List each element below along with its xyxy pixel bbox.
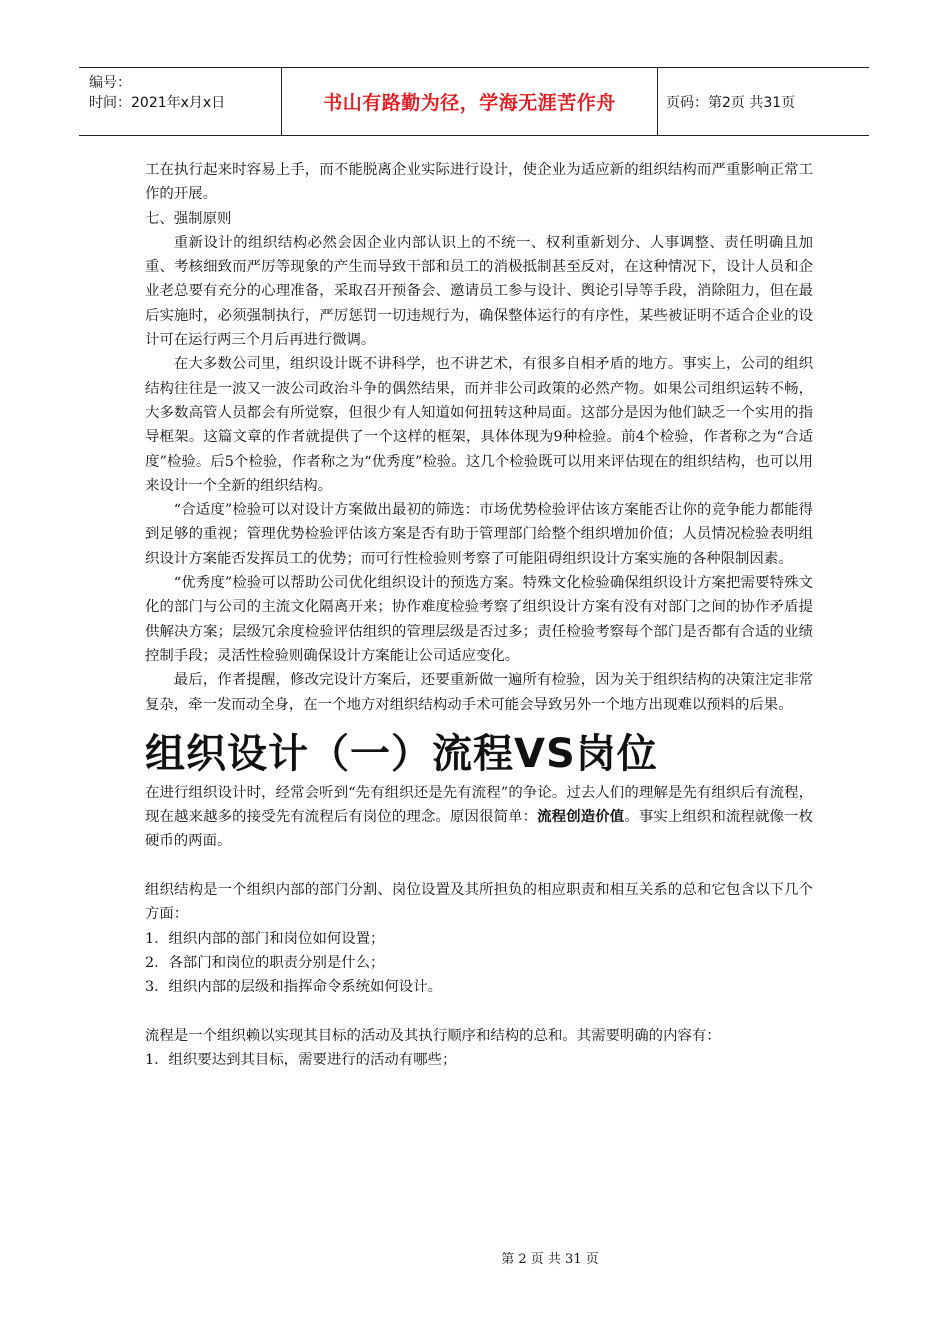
structure-definition: 组织结构是一个组织内部的部门分割、岗位设置及其所担负的相应职责和相互关系的总和它包含以下几个方面： <box>145 882 813 923</box>
footer-page-number: 第 2 页 共 31 页 <box>501 1252 599 1267</box>
intro-paragraph <box>145 781 813 854</box>
page-footer <box>0 1248 950 1267</box>
intro-text-before: 在进行组织设计时，经常会听到“先有组织还是先有流程”的争论。过去人们的理解是先有组织后有流程，现在越来越多的接受先有流程后有岗位的理念。原因很简单： <box>145 784 813 826</box>
paragraph: 最后，作者提醒，修改完设计方案后，还要重新做一遍所有检验，因为关于组织结构的决策注定非常复杂，牵一发而动全身，在一个地方对组织结构动手术可能会导致另外一个地方出现难以预料的后果。 <box>145 672 813 713</box>
section-title: 组织设计（一）流程VS岗位 <box>145 730 658 777</box>
header-meta <box>79 68 282 135</box>
list-item: 1．组织要达到其目标，需要进行的活动有哪些； <box>145 1052 457 1069</box>
paragraph: 重新设计的组织结构必然会因企业内部认识上的不统一、权利重新划分、人事调整、责任明确且加重、考核细致而严厉等现象的产生而导致干部和员工的消极抵制甚至反对，在这种情况下，设计人员和企业老总要有充分的心理准备，采取召开预备会、邀请员工参与设计、舆论引导等手段，消除阻力，但在最后实施时，必须强制执行，严厉惩罚一切违规行为，确保整体运行的有序性，某些被证明不适合企业的设计可在运行两三个月后再进行微调。 <box>145 234 813 349</box>
intro-text-after: 。事实上组织和流程就像一枚硬币的两面。 <box>145 809 813 850</box>
list-item: 3．组织内部的层级和指挥命令系统如何设计。 <box>145 979 442 996</box>
section-heading-enforcement: 七、强制原则 <box>145 210 232 227</box>
process-definition: 流程是一个组织赖以实现其目标的活动及其执行顺序和结构的总和。其需要明确的内容有： <box>145 1027 721 1044</box>
paragraph: “合适度”检验可以对设计方案做出最初的筛选：市场优势检验评估该方案能否让你的竞争能力都能得到足够的重视；管理优势检验评估该方案是否有助于管理部门给整个组织增加价值；人员情况检验表明组织设计方案能否发挥员工的优势；而可行性检验则考察了可能阻碍组织设计方案实施的各种限制因素。 <box>145 502 813 567</box>
list-item: 2．各部门和岗位的职责分别是什么； <box>145 954 385 971</box>
spacer <box>145 1000 813 1024</box>
document-date: 时间：2021年x月x日 <box>89 95 226 111</box>
list-item: 1．组织内部的部门和岗位如何设置； <box>145 930 385 947</box>
document-number-label: 编号： <box>89 75 131 91</box>
spacer <box>145 854 813 878</box>
header-motto: 书山有路勤为径，学海无涯苦作舟 <box>282 68 658 135</box>
document-body <box>145 158 813 1072</box>
page-header <box>79 67 869 136</box>
paragraph: 工在执行起来时容易上手，而不能脱离企业实际进行设计，使企业为适应新的组织结构而严重影响正常工作的开展。 <box>145 162 813 203</box>
intro-bold-text: 流程创造价值 <box>537 809 625 826</box>
paragraph: “优秀度”检验可以帮助公司优化组织设计的预选方案。特殊文化检验确保组织设计方案把需要特殊文化的部门与公司的主流文化隔离开来；协作难度检验考察了组织设计方案有没有对部门之间的协作矛盾提供解决方案；层级冗余度检验评估组织的管理层级是否过多；责任检验考察每个部门是否都有合适的业绩控制手段；灵活性检验则确保设计方案能让公司适应变化。 <box>145 575 813 664</box>
paragraph: 在大多数公司里，组织设计既不讲科学，也不讲艺术，有很多自相矛盾的地方。事实上，公司的组织结构往往是一波又一波公司政治斗争的偶然结果，而并非公司政策的必然产物。如果公司组织运转不畅，大多数高管人员都会有所觉察，但很少有人知道如何扭转这种局面。这部分是因为他们缺乏一个实用的指导框架。这篇文章的作者就提供了一个这样的框架，具体体现为9种检验。前4个检验，作者称之为“合适度”检验。后5个检验，作者称之为“优秀度”检验。这几个检验既可以用来评估现在的组织结构，也可以用来设计一个全新的组织结构。 <box>145 356 813 494</box>
header-page-info: 页码：第2页 共31页 <box>666 94 796 111</box>
